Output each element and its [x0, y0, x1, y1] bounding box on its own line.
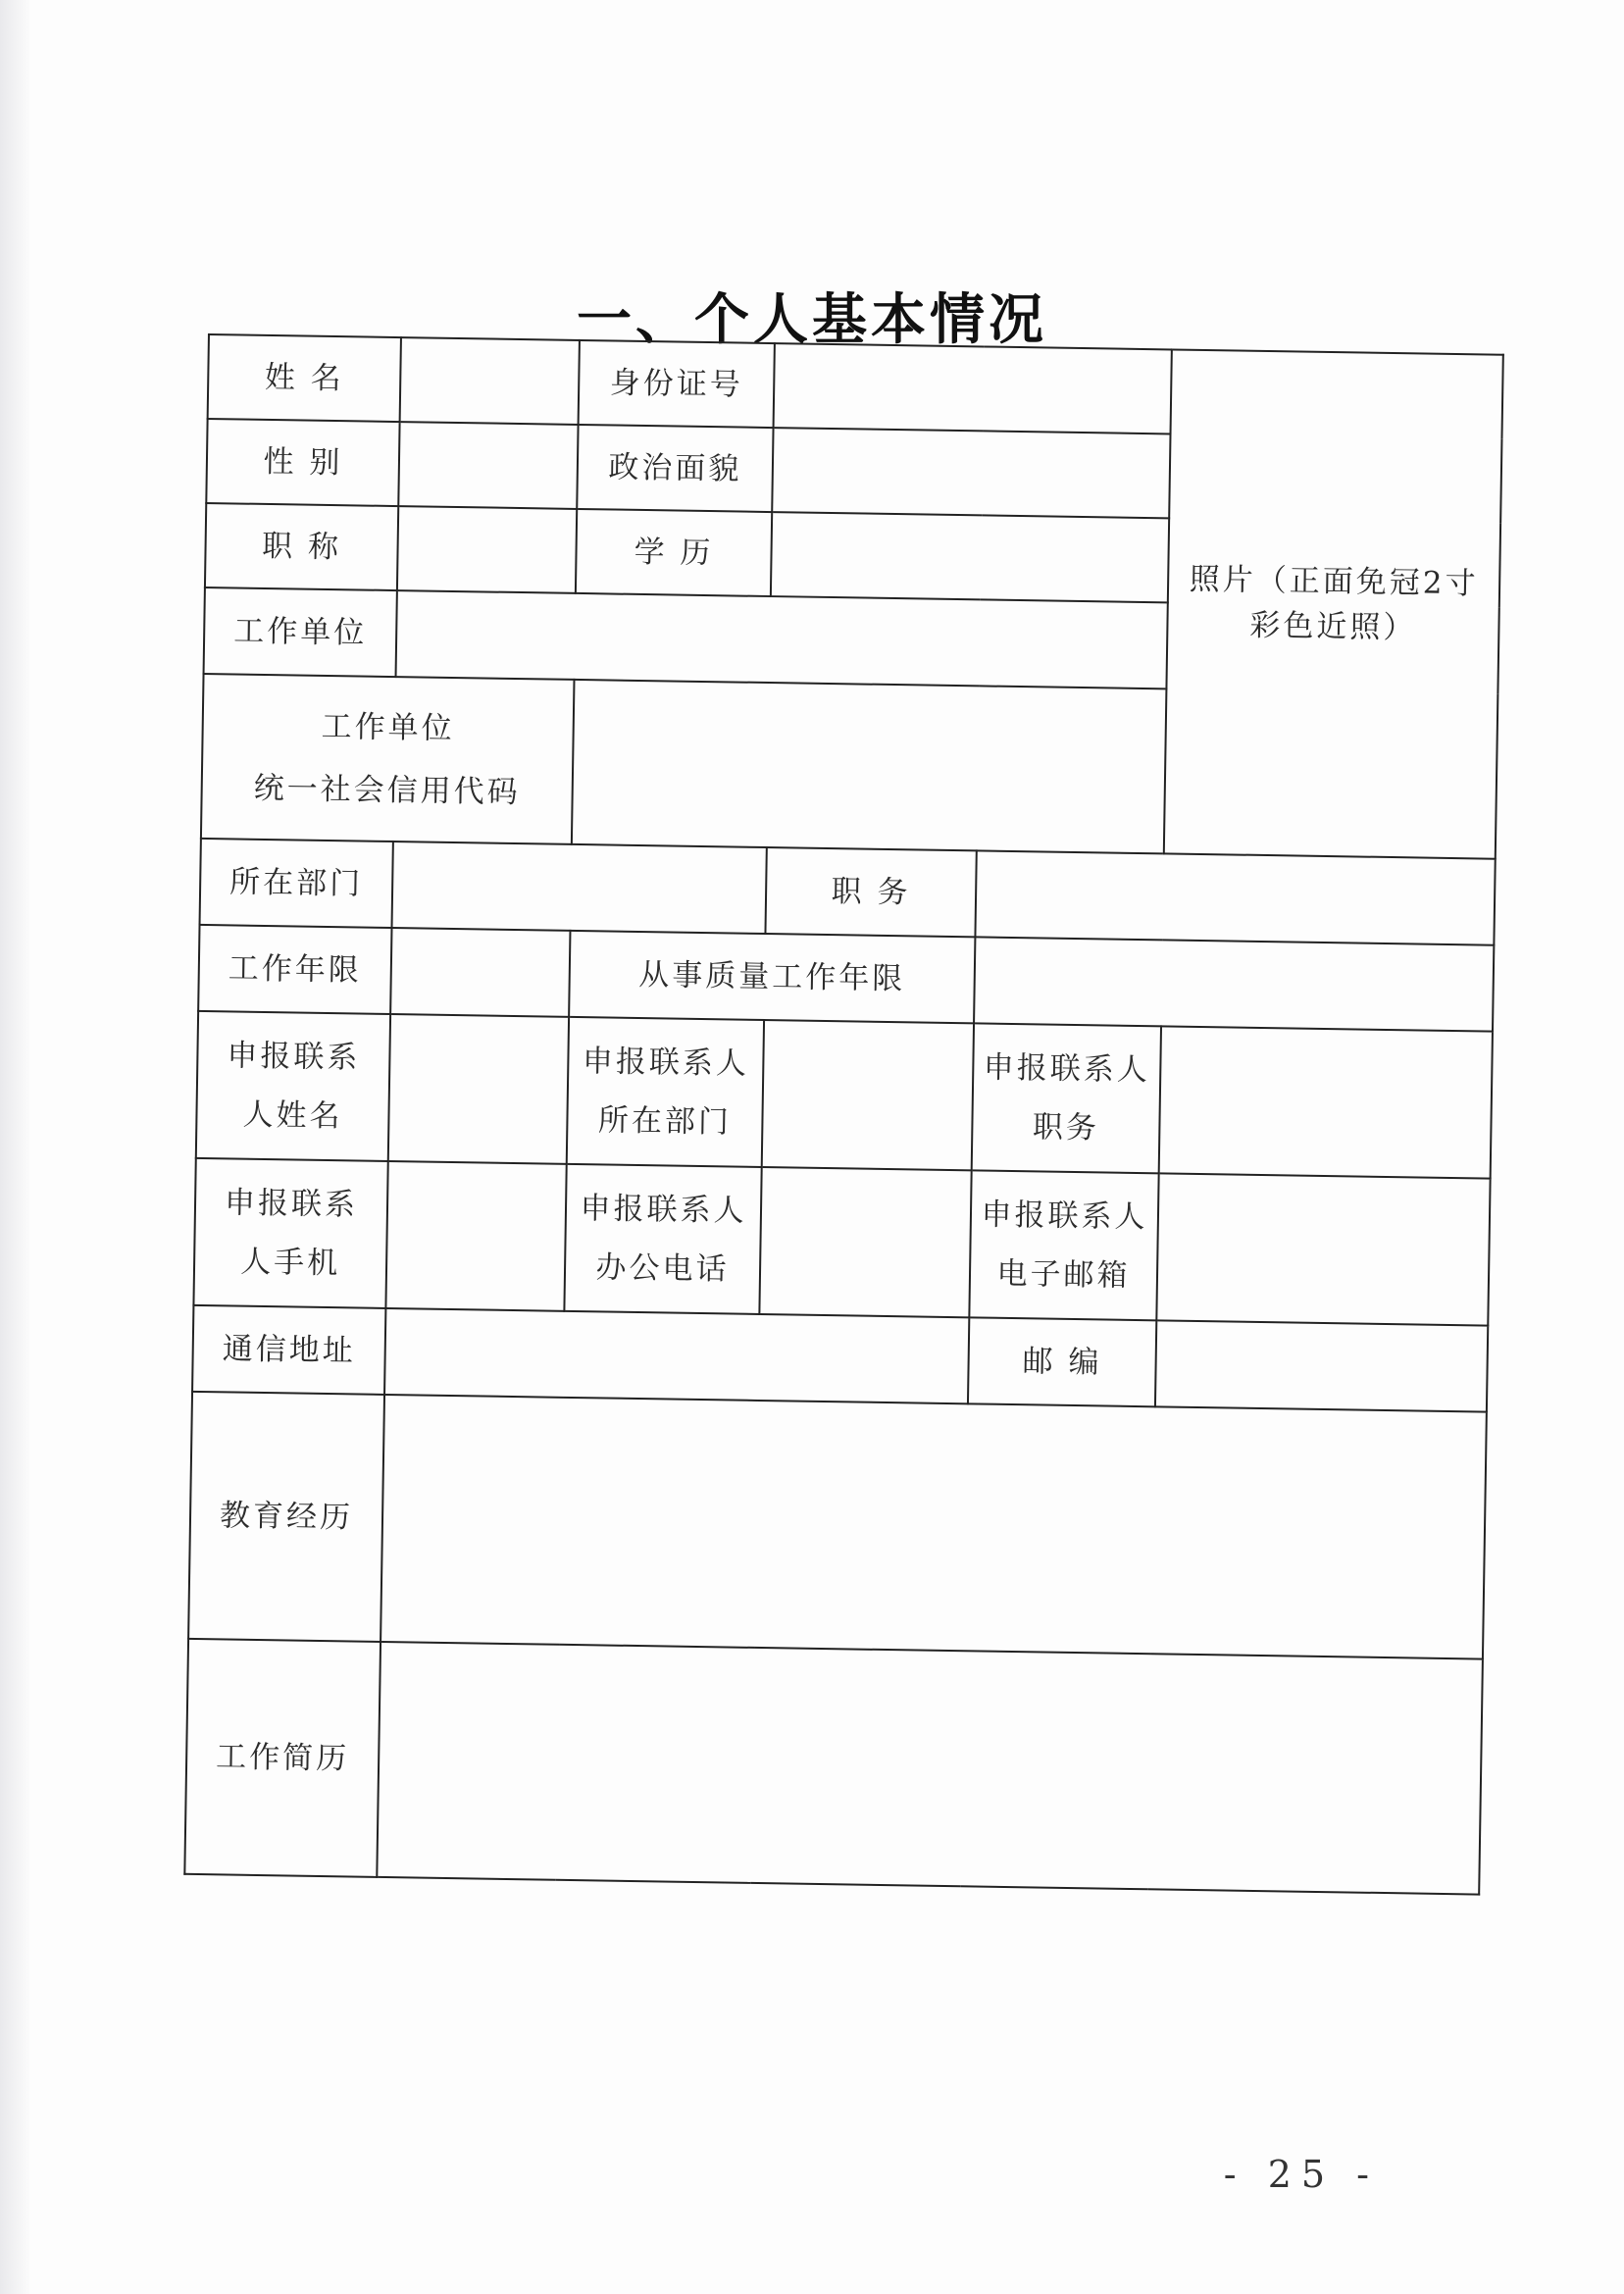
- photo-box[interactable]: [1164, 349, 1503, 858]
- postcode-label: 邮 编: [968, 1317, 1156, 1406]
- department-label: 所在部门: [200, 839, 393, 928]
- contact-name-line1: 申报联系: [227, 1037, 361, 1076]
- professional-title-label: 职 称: [205, 503, 398, 590]
- unit-credit-code-label: [201, 674, 575, 844]
- contact-name-label: [196, 1011, 390, 1161]
- position-label: 职 务: [765, 847, 976, 937]
- page-number: - 25 -: [1223, 2153, 1379, 2196]
- contact-email-line2: 电子邮箱: [996, 1255, 1131, 1294]
- contact-name-field[interactable]: [388, 1014, 569, 1164]
- contact-phone-label: [564, 1164, 761, 1314]
- id-number-field[interactable]: [774, 343, 1172, 433]
- quality-work-years-label: 从事质量工作年限: [569, 931, 975, 1023]
- work-unit-field[interactable]: [396, 590, 1168, 688]
- position-field[interactable]: [975, 850, 1495, 944]
- professional-title-field[interactable]: [397, 506, 577, 593]
- political-status-field[interactable]: [772, 428, 1170, 518]
- id-number-label: 身份证号: [579, 340, 775, 428]
- photo-hint-line2: 彩色近照）: [1249, 607, 1417, 646]
- unit-credit-code-field[interactable]: [572, 680, 1167, 853]
- work-years-field[interactable]: [390, 928, 570, 1017]
- contact-email-line1: 申报联系人: [981, 1196, 1148, 1235]
- form-table: [183, 333, 1504, 1896]
- contact-position-line2: 职务: [1032, 1109, 1100, 1147]
- work-years-label: 工作年限: [198, 925, 391, 1014]
- contact-position-line1: 申报联系人: [983, 1049, 1151, 1088]
- address-label: 通信地址: [192, 1305, 385, 1395]
- name-label: 姓 名: [208, 334, 401, 422]
- contact-phone-line1: 申报联系人: [580, 1190, 747, 1229]
- quality-work-years-field[interactable]: [974, 937, 1494, 1031]
- contact-mobile-line1: 申报联系: [224, 1184, 359, 1223]
- contact-email-label: [969, 1170, 1158, 1320]
- contact-mobile-field[interactable]: [385, 1161, 566, 1311]
- form-row: [184, 1639, 1483, 1895]
- contact-dept-label: [567, 1017, 764, 1167]
- form-row: [193, 1158, 1490, 1326]
- gender-field[interactable]: [398, 422, 578, 509]
- unit-credit-code-line2: 统一社会信用代码: [253, 770, 521, 811]
- work-history-label: 工作简历: [184, 1639, 381, 1877]
- contact-dept-line2: 所在部门: [597, 1102, 733, 1141]
- education-label: 学 历: [576, 509, 772, 596]
- contact-name-line2: 人姓名: [242, 1096, 343, 1135]
- form-row: [196, 1011, 1493, 1179]
- name-field[interactable]: [400, 337, 580, 425]
- political-status-label: 政治面貌: [577, 425, 773, 512]
- education-history-field[interactable]: [381, 1395, 1487, 1659]
- work-unit-label: 工作单位: [204, 587, 397, 677]
- section-title: 一、个人基本情况: [577, 287, 1047, 352]
- contact-dept-field[interactable]: [762, 1020, 974, 1170]
- personal-info-form: [183, 333, 1504, 1896]
- contact-phone-field[interactable]: [759, 1167, 971, 1317]
- department-field[interactable]: [392, 841, 767, 934]
- photo-hint-line1: 照片（正面免冠2寸: [1189, 561, 1479, 601]
- form-row: [188, 1392, 1487, 1659]
- contact-mobile-line2: 人手机: [239, 1244, 341, 1282]
- contact-mobile-label: [193, 1158, 387, 1308]
- unit-credit-code-line1: 工作单位: [321, 708, 455, 746]
- gender-label: 性 别: [206, 419, 399, 506]
- contact-position-label: [972, 1023, 1161, 1173]
- work-history-field[interactable]: [377, 1642, 1483, 1895]
- contact-email-field[interactable]: [1156, 1173, 1490, 1325]
- postcode-field[interactable]: [1155, 1320, 1488, 1411]
- contact-position-field[interactable]: [1159, 1026, 1493, 1178]
- education-history-label: 教育经历: [188, 1392, 384, 1642]
- education-field[interactable]: [771, 512, 1169, 602]
- address-field[interactable]: [384, 1308, 969, 1403]
- contact-phone-line2: 办公电话: [595, 1249, 730, 1288]
- contact-dept-line1: 申报联系人: [582, 1043, 750, 1082]
